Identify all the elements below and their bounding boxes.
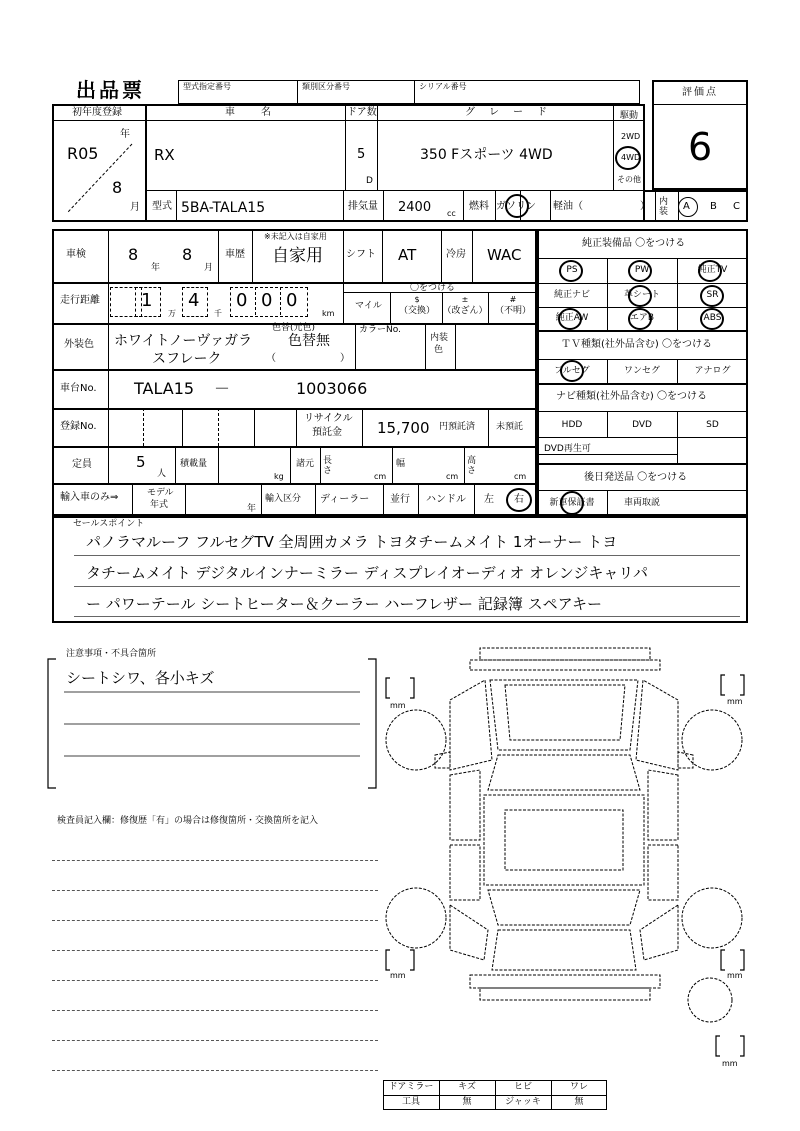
car-name: RX <box>154 146 175 164</box>
mileage-km-unit: km <box>322 309 335 318</box>
import-parallel[interactable]: 並行 <box>390 494 410 505</box>
equip-tv-circle <box>698 260 722 282</box>
legend-mirror: ドアミラー <box>388 1082 434 1092</box>
equip-leather-circle <box>628 285 652 307</box>
interior-color-label-1: 内装 <box>430 333 449 343</box>
drive-2wd[interactable]: 2WD <box>621 132 641 141</box>
later-warranty-circle <box>560 491 584 515</box>
chassis-label: 車台No. <box>60 383 97 394</box>
tv-fullseg[interactable]: フルセグ <box>554 366 590 376</box>
tv-analog[interactable]: アナログ <box>694 366 731 376</box>
handle-left[interactable]: 左 <box>484 494 494 505</box>
fuel-label: 燃料 <box>469 201 489 212</box>
repaint-value: 色替無 <box>288 333 330 349</box>
seats-label: 定員 <box>72 459 92 470</box>
chassis-number: 1003066 <box>296 379 368 398</box>
inspection-label: 車検 <box>66 249 86 260</box>
later-warranty[interactable]: 新車保証書 <box>549 498 595 508</box>
mm-front-left: mm <box>390 701 406 710</box>
ac-value: WAC <box>487 246 522 264</box>
import-dealer[interactable]: ディーラー <box>320 494 370 505</box>
length-unit: cm <box>374 472 387 481</box>
interior-grade-b[interactable]: B <box>710 201 717 212</box>
registration-label: 登録No. <box>60 421 97 432</box>
page-title: 出品票 <box>76 78 145 102</box>
inspector-label: 検査員記入欄：修復歴「有」の場合は修復箇所・交換箇所を記入 <box>57 816 319 826</box>
recycle-deposited[interactable]: 円預託済 <box>439 422 476 432</box>
tv-oneseg[interactable]: ワンセグ <box>623 366 660 376</box>
car-name-label: 車 名 <box>225 107 273 118</box>
shift-label: シフト <box>346 249 376 260</box>
shift-value: AT <box>398 246 417 264</box>
legend-tools: 工具 <box>401 1097 420 1107</box>
equip-aw-circle <box>558 308 582 330</box>
exterior-color-line2: スフレーク <box>152 351 222 367</box>
repaint-paren-open: （ <box>266 353 276 364</box>
opt-replaced-symbol[interactable]: $ <box>414 295 420 304</box>
mileage-digit-4: 0 <box>261 290 273 311</box>
mileage-label: 走行距離 <box>60 295 100 306</box>
legend-jack-value: 無 <box>574 1097 584 1107</box>
grade-label: グ レ ー ド <box>465 107 549 118</box>
equip-sr-circle <box>700 285 724 307</box>
equip-navi[interactable]: 純正ナビ <box>553 290 590 300</box>
legend-break: ワレ <box>569 1082 588 1092</box>
seats-unit: 人 <box>157 469 167 479</box>
model-label: 型式 <box>152 201 172 212</box>
equip-pw[interactable]: PW <box>634 265 650 275</box>
opt-altered-label[interactable]: （改ざん） <box>442 306 488 316</box>
length-label: 長さ <box>323 456 333 476</box>
tv-title: ＴＶ種類(社外品含む) 〇をつける <box>561 339 712 350</box>
model-year-label-1: モデル <box>147 488 174 498</box>
recycle-label-1: リサイクル <box>304 413 353 424</box>
mileage-digit-5: 0 <box>286 290 298 311</box>
handle-right-circle <box>506 488 532 512</box>
drive-4wd[interactable]: 4WD <box>621 153 641 162</box>
sales-point-line-2: タチームメイト デジタルインナーミラー ディスプレイオーディオ オレンジキャリパ <box>86 564 648 582</box>
equip-abs[interactable]: ABS <box>703 313 722 323</box>
legend-jack: ジャッキ <box>505 1097 541 1107</box>
mileage-man-unit: 万 <box>168 309 176 318</box>
later-manual[interactable]: 車両取説 <box>623 498 660 508</box>
interior-label: 内装 <box>659 197 669 217</box>
width-label: 幅 <box>396 459 406 469</box>
navi-title: ナビ種類(社外品含む) 〇をつける <box>556 391 707 402</box>
chassis-dash: － <box>214 379 231 398</box>
dvd-playback[interactable]: DVD再生可 <box>544 444 591 454</box>
mileage-digit-sen: 4 <box>188 290 200 311</box>
sales-point-line-3: ー パワーテール シートヒーター＆クーラー ハーフレザー 記録簿 スペアキー <box>86 595 602 613</box>
model-year-unit: 年 <box>247 504 257 514</box>
equip-ps[interactable]: PS <box>566 265 578 275</box>
load-label: 積載量 <box>180 459 208 469</box>
notes-text: シートシワ、各小キズ <box>66 669 215 687</box>
dims-label: 諸元 <box>296 459 315 469</box>
ac-label: 冷房 <box>446 249 466 260</box>
mile-label[interactable]: マイル <box>355 301 382 311</box>
navi-sd[interactable]: SD <box>706 420 719 430</box>
mileage-digit-man: 1 <box>141 290 153 311</box>
first-registration-era: R05 <box>67 144 99 163</box>
exterior-color-label: 外装色 <box>64 339 94 350</box>
height-unit: cm <box>514 472 527 481</box>
opt-altered-symbol[interactable]: ± <box>461 295 469 304</box>
model-value: 5BA-TALA15 <box>181 200 266 216</box>
inspection-month-unit: 月 <box>204 263 214 273</box>
mm-spare: mm <box>722 1059 738 1068</box>
mileage-circle-note: 〇をつける <box>410 283 456 293</box>
legend-scratch: キズ <box>458 1082 476 1092</box>
date-divider-slash <box>60 140 140 216</box>
opt-unknown-label[interactable]: （不明） <box>494 306 531 316</box>
exterior-color-line1: ホワイトノーヴァガラ <box>114 333 253 349</box>
doors-label: ドア数 <box>347 107 377 118</box>
car-damage-diagram <box>380 640 750 1080</box>
sales-point-line-1: パノラマルーフ フルセグTV 全周囲カメラ トヨタチームメイト 1オーナー トヨ <box>86 533 618 551</box>
history-label: 車歴 <box>225 249 245 260</box>
model-year-label-2: 年式 <box>150 500 169 510</box>
displacement-unit: cc <box>447 209 456 218</box>
fuel-diesel[interactable]: 軽油（ <box>553 201 583 212</box>
first-registration-label: 初年度登録 <box>72 107 122 118</box>
opt-unknown-symbol[interactable]: # <box>509 295 517 304</box>
doors-sub: D <box>366 176 373 186</box>
drive-other[interactable]: その他 <box>617 175 641 184</box>
repaint-label: 色替(元色) <box>272 323 316 333</box>
equip-airbag-circle <box>628 308 652 330</box>
interior-grade-a[interactable]: A <box>683 201 690 212</box>
inspection-year: 8 <box>128 245 139 264</box>
drive-label: 駆動 <box>620 111 639 121</box>
legend-crack: ヒビ <box>513 1082 532 1092</box>
model-code-label: 型式指定番号 <box>183 82 231 91</box>
mileage-digit-3: 0 <box>236 290 248 311</box>
month-unit: 月 <box>130 202 140 213</box>
mm-front-right: mm <box>727 697 743 706</box>
grade-value: 350 Fスポーツ 4WD <box>420 147 553 163</box>
import-label: 輸入車のみ⇒ <box>60 492 119 503</box>
drive-4wd-circle <box>615 146 641 170</box>
serial-label: シリアル番号 <box>419 82 467 91</box>
score-label: 評価点 <box>682 87 718 98</box>
mm-rear-left: mm <box>390 971 406 980</box>
recycle-label-2: 預託金 <box>312 427 342 438</box>
year-unit: 年 <box>120 129 130 140</box>
fuel-diesel-close: ） <box>640 201 650 212</box>
history-value: 自家用 <box>272 246 323 266</box>
handle-right[interactable]: 右 <box>514 494 524 505</box>
equip-aw[interactable]: 純正AW <box>555 313 589 323</box>
recycle-not-deposited[interactable]: 未預託 <box>496 422 524 432</box>
seats-value: 5 <box>136 453 146 471</box>
interior-color-label-2: 色 <box>434 345 444 355</box>
fuel-gasoline[interactable]: ガソリン <box>496 201 536 212</box>
repaint-paren-close: ） <box>340 353 350 364</box>
width-unit: cm <box>446 472 459 481</box>
load-unit: kg <box>274 472 284 481</box>
inspection-month: 8 <box>182 245 193 264</box>
equip-abs-circle <box>700 308 724 330</box>
mileage-sen-unit: 千 <box>214 309 222 318</box>
legend-tools-value: 無 <box>462 1097 472 1107</box>
history-note: ※未記入は自家用 <box>264 232 327 241</box>
id-number-box <box>178 80 640 104</box>
import-type-label: 輸入区分 <box>265 494 302 504</box>
navi-dvd[interactable]: DVD <box>632 420 652 430</box>
equip-tv[interactable]: 純正TV <box>697 265 728 275</box>
category-label: 類別区分番号 <box>302 82 350 91</box>
score-value: 6 <box>688 125 713 169</box>
equip-pw-circle <box>628 260 652 282</box>
chassis-prefix: TALA15 <box>134 379 195 398</box>
recycle-amount: 15,700 <box>377 419 430 437</box>
displacement-value: 2400 <box>398 200 432 215</box>
equip-sr[interactable]: SR <box>706 290 719 300</box>
notes-label: 注意事項・不具合箇所 <box>66 649 157 659</box>
handle-label: ハンドル <box>426 494 466 505</box>
fuel-gasoline-circle <box>505 194 529 218</box>
sales-points-label: セールスポイント <box>73 519 145 529</box>
tv-fullseg-circle <box>560 360 584 382</box>
interior-grade-c[interactable]: C <box>733 201 740 212</box>
inspection-year-unit: 年 <box>151 263 161 273</box>
later-title: 後日発送品 〇をつける <box>584 472 688 483</box>
mm-rear-right: mm <box>727 971 743 980</box>
equip-airbag[interactable]: エアB <box>629 313 655 323</box>
equipment-title: 純正装備品 〇をつける <box>582 238 686 249</box>
color-no-label: カラーNo. <box>359 325 401 335</box>
opt-replaced-label[interactable]: （交換） <box>398 306 435 316</box>
equip-leather[interactable]: 革シート <box>623 290 660 300</box>
height-label: 高さ <box>467 456 477 476</box>
displacement-label: 排気量 <box>348 201 378 212</box>
first-registration-month: 8 <box>112 178 123 197</box>
navi-hdd[interactable]: HDD <box>561 420 583 430</box>
doors-value: 5 <box>357 147 366 162</box>
equip-ps-circle <box>559 260 583 282</box>
